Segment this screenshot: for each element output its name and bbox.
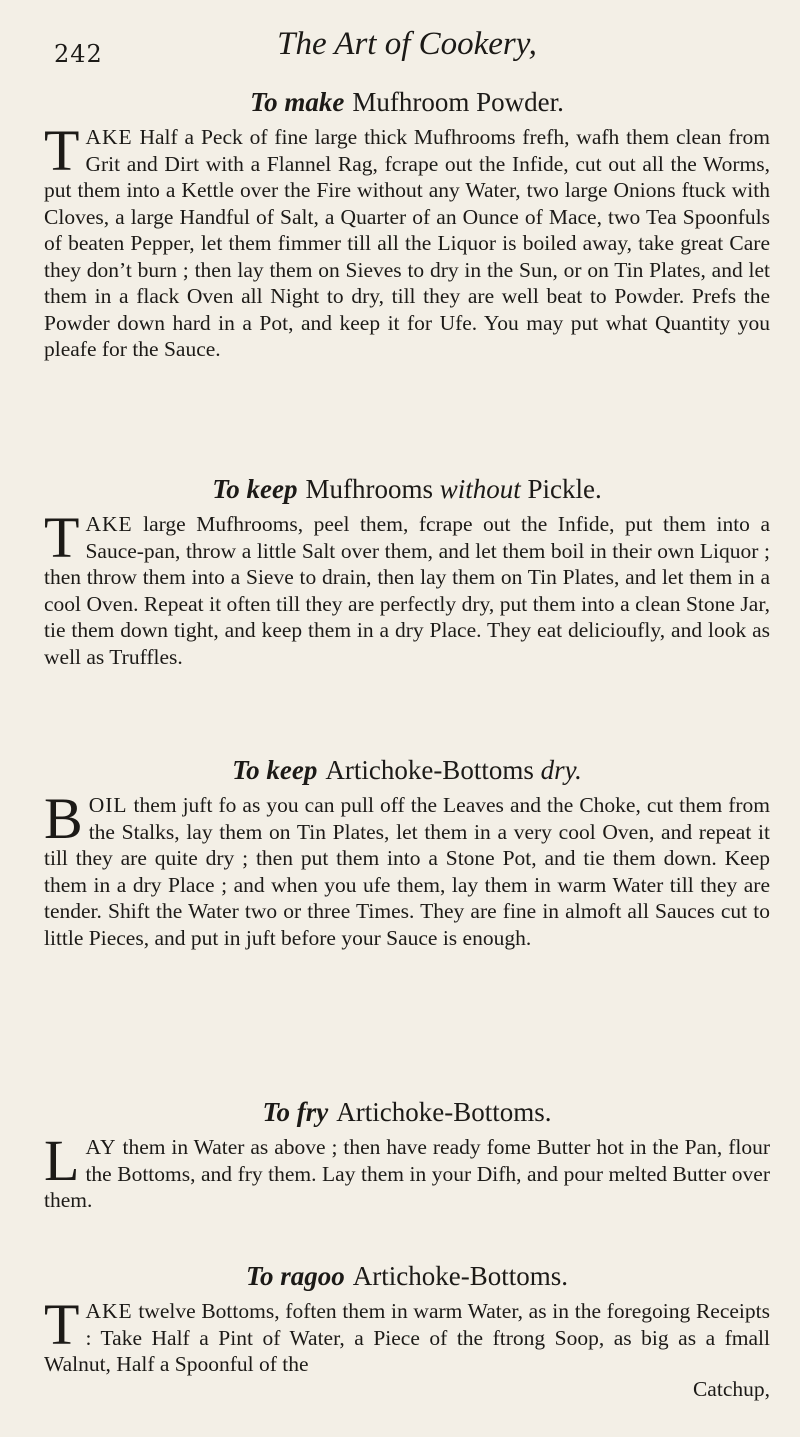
recipe-keep-mushrooms <box>44 473 770 670</box>
heading-lead: To ragoo <box>245 1261 345 1291</box>
catchword: Catchup, <box>692 1376 770 1401</box>
recipe-body <box>44 1128 770 1214</box>
heading-title: Mufhroom Powder. <box>352 87 564 117</box>
recipe-heading <box>44 1260 770 1292</box>
opening-word: AKE <box>85 125 133 149</box>
drop-cap: T <box>44 118 80 183</box>
drop-cap: B <box>44 786 83 851</box>
heading-lead: To make <box>250 87 345 117</box>
recipe-text: large Mufhrooms, peel them, fcrape out the Infide, put them into a Sauce-pan, throw a little Salt over them, and let them boil in their own Liquor ; then throw them into a Sieve to drain, then lay them on Tin Plates, and let them in a cool Oven. Repeat it often till they are perfectly dry, put them into a clean Stone Jar, tie them down tight, and keep them in a dry Place. They eat delicioufly, and look as well as Truffles. <box>44 512 770 669</box>
heading-title: Artichoke-Bottoms. <box>352 1261 568 1291</box>
recipe-keep-artichoke <box>44 754 770 951</box>
recipe-heading <box>44 473 770 505</box>
opening-word: OIL <box>88 793 128 817</box>
opening-word: AKE <box>85 1299 133 1323</box>
recipe-text: them in Water as above ; then have ready fome Butter hot in the Pan, flour the Bottoms, and fry them. Lay them in your Difh, and pour melted Butter over them. <box>44 1135 770 1212</box>
opening-word: AKE <box>85 512 133 536</box>
page-header <box>44 18 770 78</box>
heading-tail: Pickle. <box>527 474 602 504</box>
recipe-body <box>44 505 770 670</box>
heading-lead: To keep <box>212 474 298 504</box>
drop-cap: T <box>44 505 80 570</box>
heading-italic: without <box>439 474 521 504</box>
heading-lead: To fry <box>262 1097 329 1127</box>
running-title: The Art of Cookery, <box>277 26 537 62</box>
recipe-text: Half a Peck of fine large thick Mufhrooms frefh, wafh them clean from Grit and Dirt with a Flannel Rag, fcrape out the Infide, cut out all the Worms, put them into a Kettle over the Fire without any Water, two large Onions ftuck with Cloves, a large Handful of Salt, a Quarter of an Ounce of Mace, two Tea Spoonfuls of beaten Pepper, let them fimmer till all the Liquor is boiled away, take great Care they don’t burn ; then lay them on Sieves to dry in the Sun, or on Tin Plates, and let them in a flack Oven all Night to dry, till they are well beat to Powder. Prefs the Powder down hard in a Pot, and keep it for Ufe. You may put what Quantity you pleafe for the Sauce. <box>44 125 770 361</box>
recipe-ragoo-artichoke <box>44 1260 770 1402</box>
recipe-mushroom-powder <box>44 86 770 363</box>
recipe-body <box>44 1292 770 1402</box>
recipe-body <box>44 118 770 363</box>
heading-italic: dry. <box>540 755 582 785</box>
recipe-heading <box>44 754 770 786</box>
page-number: 242 <box>54 40 103 68</box>
recipe-text: them juft fo as you can pull off the Leaves and the Choke, cut them from the Stalks, lay them on Tin Plates, let them in a very cool Oven, and repeat it till they are quite dry ; then put them into a Stone Pot, and tie them down. Keep them in a dry Place ; and when you ufe them, lay them in warm Water till they are tender. Shift the Water two or three Times. They are fine in almoft all Sauces cut to little Pieces, and put in juft before your Sauce is enough. <box>44 793 770 950</box>
heading-title: Mufhrooms <box>305 474 433 504</box>
drop-cap: T <box>44 1292 80 1357</box>
heading-title: Artichoke-Bottoms. <box>336 1097 552 1127</box>
recipe-text: twelve Bottoms, foften them in warm Water, as in the foregoing Receipts : Take Half a Pint of Water, a Piece of the ftrong Soop, as big as a fmall Walnut, Half a Spoonful of the <box>44 1299 770 1376</box>
recipe-fry-artichoke <box>44 1096 770 1214</box>
recipe-heading <box>44 1096 770 1128</box>
recipe-body <box>44 786 770 951</box>
drop-cap: L <box>44 1128 80 1193</box>
heading-title: Artichoke-Bottoms <box>325 755 534 785</box>
opening-word: AY <box>85 1135 117 1159</box>
heading-lead: To keep <box>232 755 318 785</box>
recipe-heading <box>44 86 770 118</box>
